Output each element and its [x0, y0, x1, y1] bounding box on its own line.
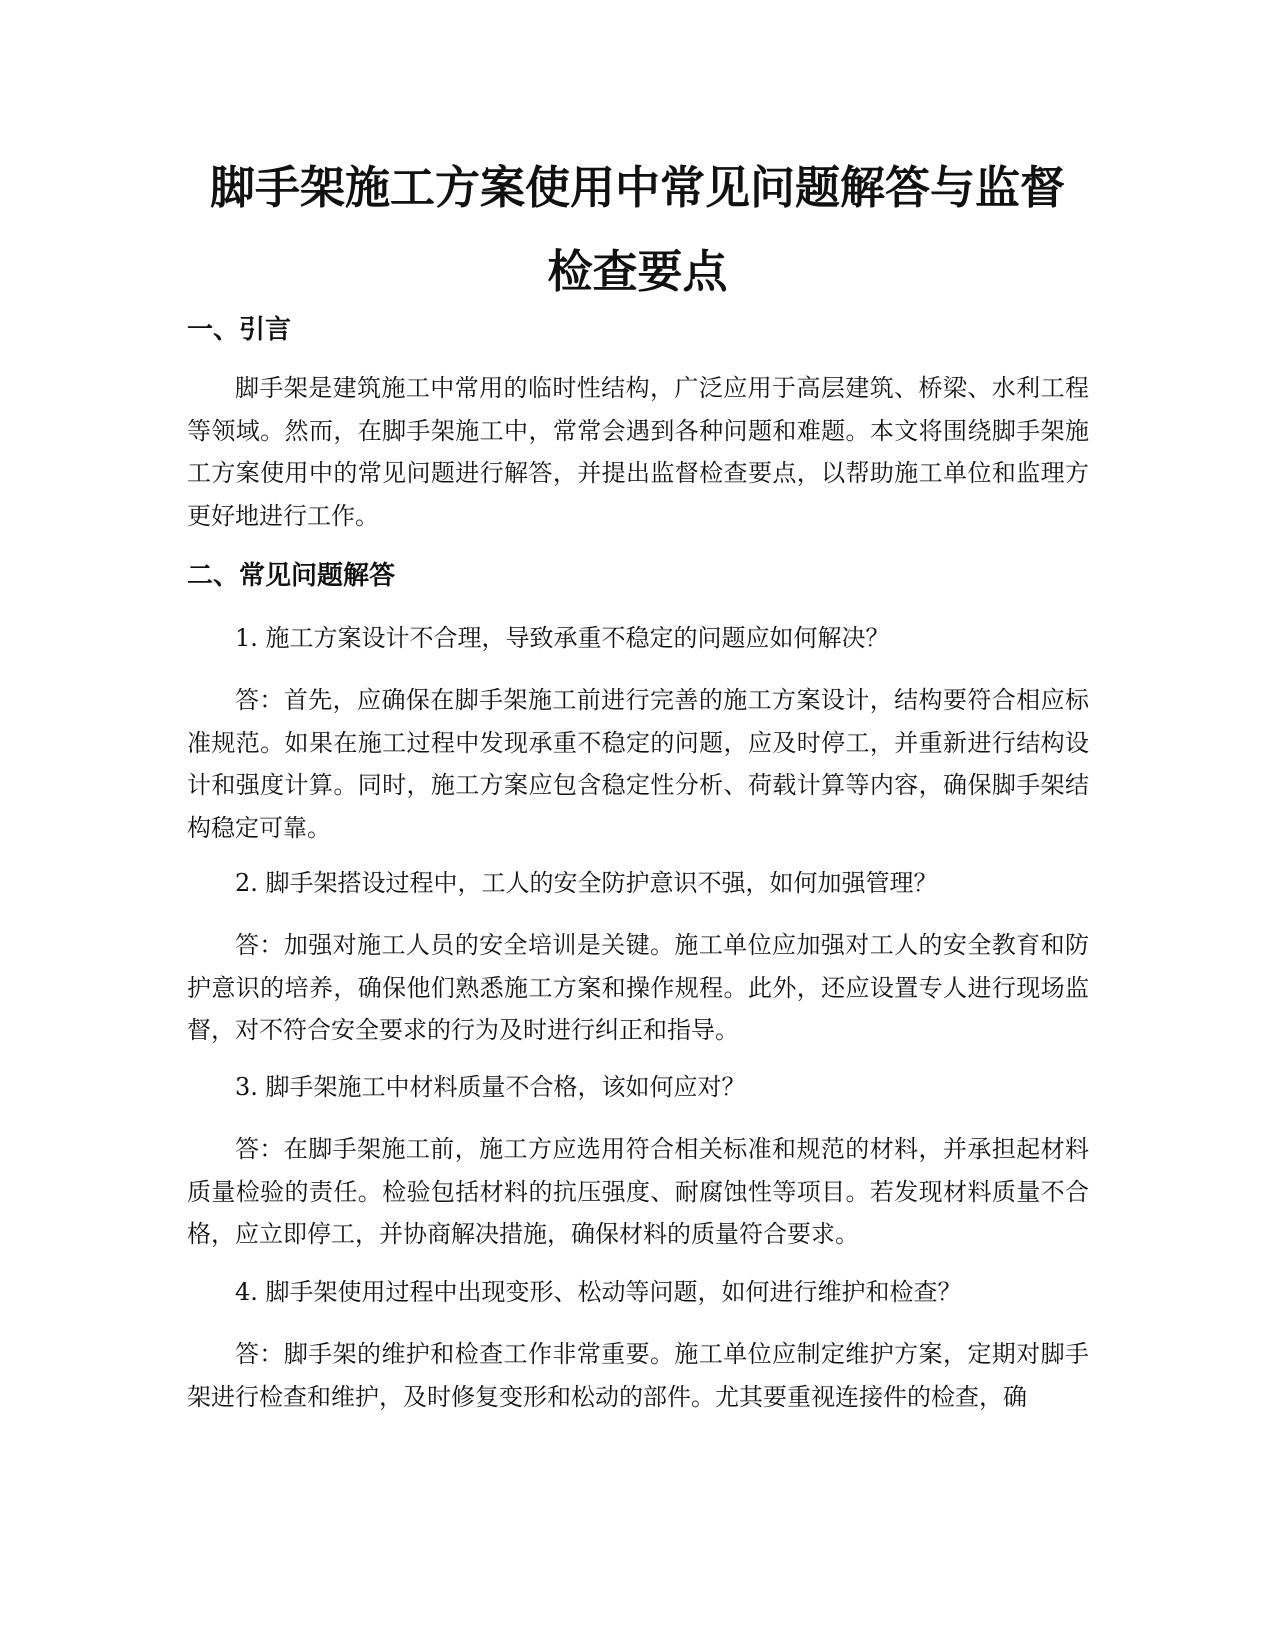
paragraph-introduction: 脚手架是建筑施工中常用的临时性结构，广泛应用于高层建筑、桥梁、水利工程等领域。然而，在脚手架施工中，常常会遇到各种问题和难题。本文将围绕脚手架施工方案使用中的常见问题进行解答，并提出监督检查要点，以帮助施工单位和监理方更好地进行工作。	[187, 374, 1089, 530]
question-1: 1. 施工方案设计不合理，导致承重不稳定的问题应如何解决？	[235, 624, 890, 652]
question-4: 4. 脚手架使用过程中出现变形、松动等问题，如何进行维护和检查？	[235, 1278, 962, 1306]
title-line-1: 脚手架施工方案使用中常见问题解答与监督	[209, 161, 1065, 214]
section-heading-introduction: 一、引言	[187, 315, 292, 345]
section-heading-faq: 二、常见问题解答	[187, 561, 396, 591]
document-title	[150, 146, 1125, 314]
answer-4: 答：脚手架的维护和检查工作非常重要。施工单位应制定维护方案，定期对脚手架进行检查和维护，及时修复变形和松动的部件。尤其要重视连接件的检查，确	[187, 1340, 1089, 1411]
question-3: 3. 脚手架施工中材料质量不合格，该如何应对？	[235, 1073, 746, 1101]
answer-1: 答：首先，应确保在脚手架施工前进行完善的施工方案设计，结构要符合相应标准规范。如果在施工过程中发现承重不稳定的问题，应及时停工，并重新进行结构设计和强度计算。同时，施工方案应包含稳定性分析、荷载计算等内容，确保脚手架结构稳定可靠。	[187, 686, 1089, 842]
answer-2: 答：加强对施工人员的安全培训是关键。施工单位应加强对工人的安全教育和防护意识的培养，确保他们熟悉施工方案和操作规程。此外，还应设置专人进行现场监督，对不符合安全要求的行为及时进行纠正和指导。	[187, 931, 1089, 1044]
title-line-2: 检查要点	[547, 245, 728, 298]
question-2: 2. 脚手架搭设过程中，工人的安全防护意识不强，如何加强管理？	[235, 869, 938, 897]
answer-3: 答：在脚手架施工前，施工方应选用符合相关标准和规范的材料，并承担起材料质量检验的责任。检验包括材料的抗压强度、耐腐蚀性等项目。若发现材料质量不合格，应立即停工，并协商解决措施，确保材料的质量符合要求。	[187, 1135, 1089, 1248]
